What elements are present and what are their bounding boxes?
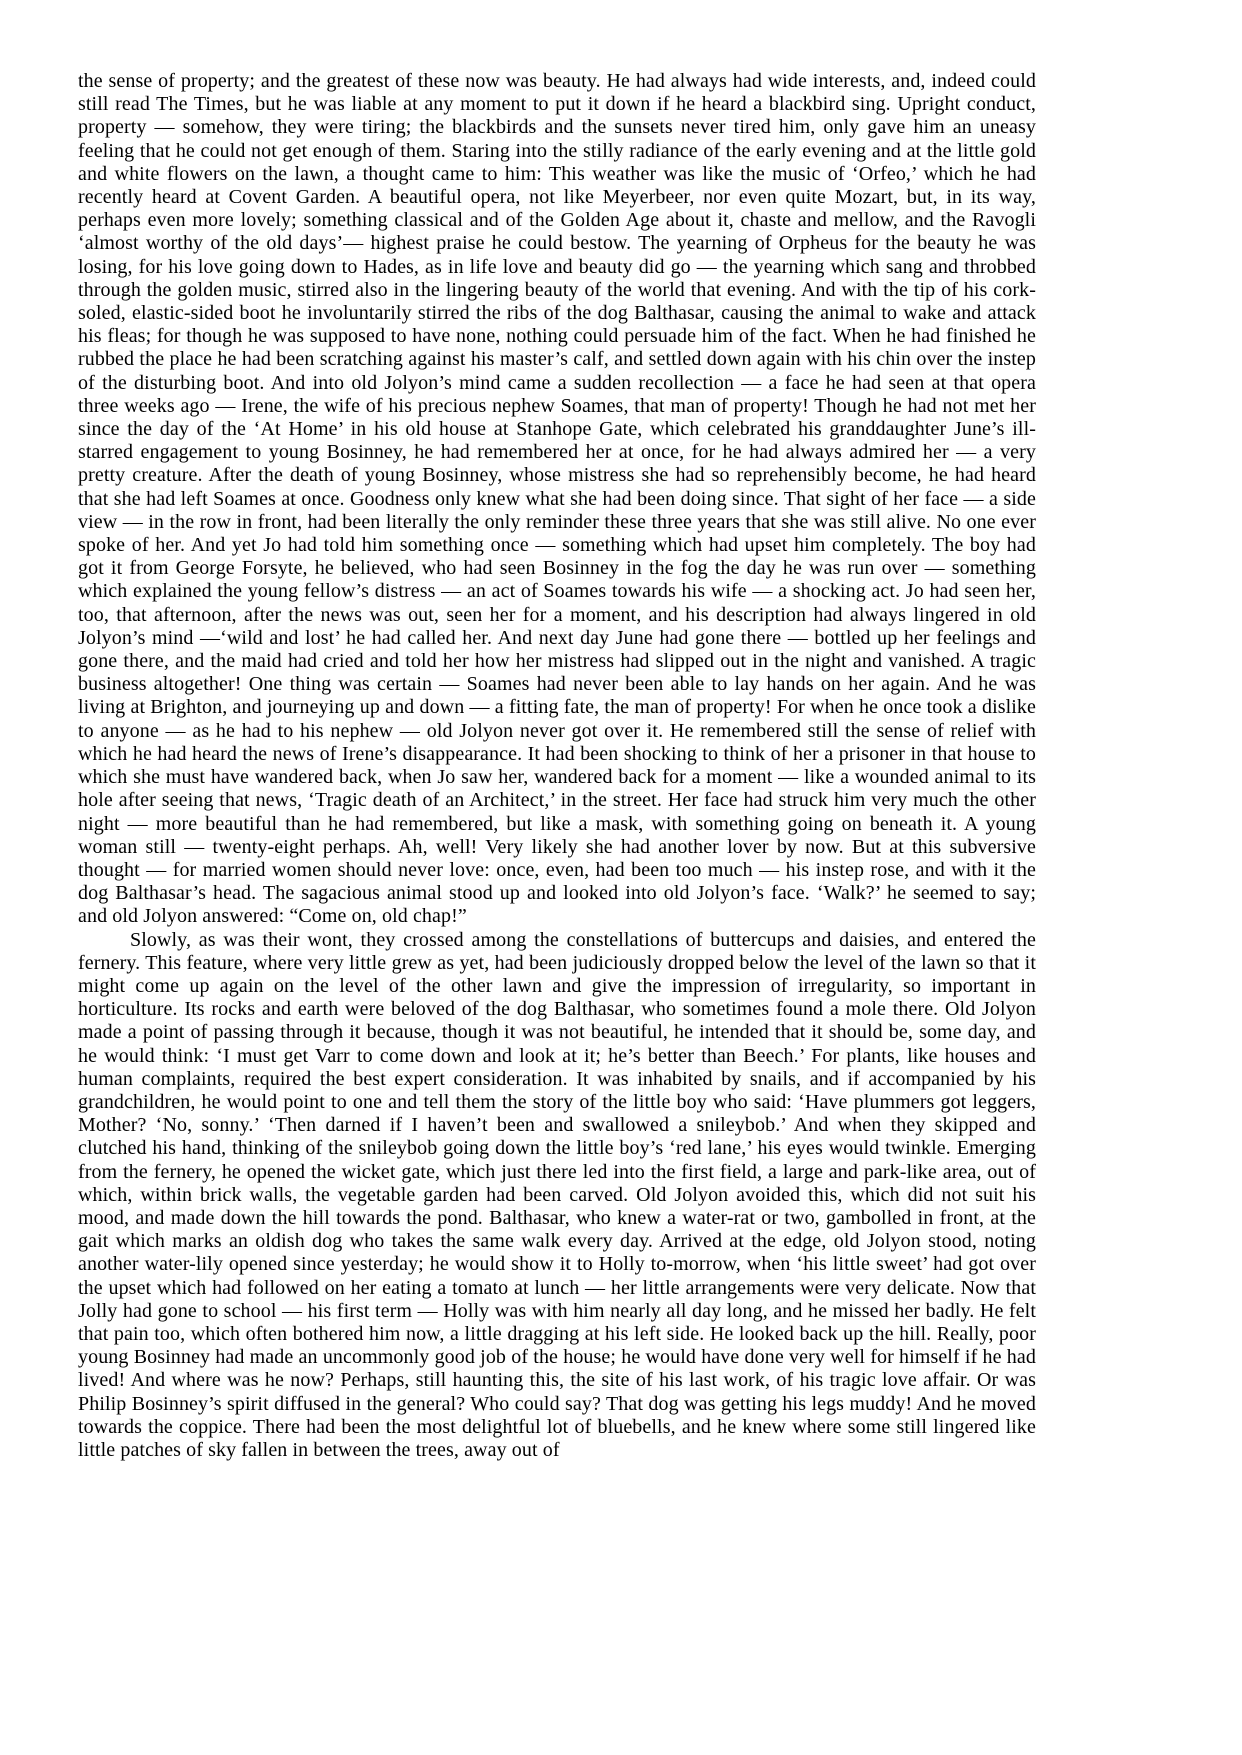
text-page-body	[78, 70, 1036, 1462]
paragraph-1: the sense of property; and the greatest of these now was beauty. He had always had wide interests, and, indeed could still read The Times, but he was liable at any moment to put it down if he heard a blackbird sing. Upright conduct, property — somehow, they were tiring; the blackbirds and the sunsets never tired him, only gave him an uneasy feeling that he could not get enough of them. Staring into the stilly radiance of the early evening and at the little gold and white flowers on the lawn, a thought came to him: This weather was like the music of ‘Orfeo,’ which he had recently heard at Covent Garden. A beautiful opera, not like Meyerbeer, nor even quite Mozart, but, in its way, perhaps even more lovely; something classical and of the Golden Age about it, chaste and mellow, and the Ravogli ‘almost worthy of the old days’— highest praise he could bestow. The yearning of Orpheus for the beauty he was losing, for his love going down to Hades, as in life love and beauty did go — the yearning which sang and throbbed through the golden music, stirred also in the lingering beauty of the world that evening. And with the tip of his cork-soled, elastic-sided boot he involuntarily stirred the ribs of the dog Balthasar, causing the animal to wake and attack his fleas; for though he was supposed to have none, nothing could persuade him of the fact. When he had finished he rubbed the place he had been scratching against his master’s calf, and settled down again with his chin over the instep of the disturbing boot. And into old Jolyon’s mind came a sudden recollection — a face he had seen at that opera three weeks ago — Irene, the wife of his precious nephew Soames, that man of property! Though he had not met her since the day of the ‘At Home’ in his old house at Stanhope Gate, which celebrated his granddaughter June’s ill-starred engagement to young Bosinney, he had remembered her at once, for he had always admired her — a very pretty creature. After the death of young Bosinney, whose mistress she had so reprehensibly become, he had heard that she had left Soames at once. Goodness only knew what she had been doing since. That sight of her face — a side view — in the row in front, had been literally the only reminder these three years that she was still alive. No one ever spoke of her. And yet Jo had told him something once — something which had upset him completely. The boy had got it from George Forsyte, he believed, who had seen Bosinney in the fog the day he was run over — something which explained the young fellow’s distress — an act of Soames towards his wife — a shocking act. Jo had seen her, too, that afternoon, after the news was out, seen her for a moment, and his description had always lingered in old Jolyon’s mind —‘wild and lost’ he had called her. And next day June had gone there — bottled up her feelings and gone there, and the maid had cried and told her how her mistress had slipped out in the night and vanished. A tragic business altogether! One thing was certain — Soames had never been able to lay hands on her again. And he was living at Brighton, and journeying up and down — a fitting fate, the man of property! For when he once took a dislike to anyone — as he had to his nephew — old Jolyon never got over it. He remembered still the sense of relief with which he had heard the news of Irene’s disappearance. It had been shocking to think of her a prisoner in that house to which she must have wandered back, when Jo saw her, wandered back for a moment — like a wounded animal to its hole after seeing that news, ‘Tragic death of an Architect,’ in the street. Her face had struck him very much the other night — more beautiful than he had remembered, but like a mask, with something going on beneath it. A young woman still — twenty-eight perhaps. Ah, well! Very likely she had another lover by now. But at this subversive thought — for married women should never love: once, even, had been too much — his instep rose, and with it the dog Balthasar’s head. The sagacious animal stood up and looked into old Jolyon’s face. ‘Walk?’ he seemed to say; and old Jolyon answered: “Come on, old chap!”	[78, 70, 1036, 928]
paragraph-2: Slowly, as was their wont, they crossed among the constellations of buttercups and daisies, and entered the fernery. This feature, where very little grew as yet, had been judiciously dropped below the level of the lawn so that it might come up again on the level of the other lawn and give the impression of irregularity, so important in horticulture. Its rocks and earth were beloved of the dog Balthasar, who sometimes found a mole there. Old Jolyon made a point of passing through it because, though it was not beautiful, he intended that it should be, some day, and he would think: ‘I must get Varr to come down and look at it; he’s better than Beech.’ For plants, like houses and human complaints, required the best expert consideration. It was inhabited by snails, and if accompanied by his grandchildren, he would point to one and tell them the story of the little boy who said: ‘Have plummers got leggers, Mother? ‘No, sonny.’ ‘Then darned if I haven’t been and swallowed a snileybob.’ And when they skipped and clutched his hand, thinking of the snileybob going down the little boy’s ‘red lane,’ his eyes would twinkle. Emerging from the fernery, he opened the wicket gate, which just there led into the first field, a large and park-like area, out of which, within brick walls, the vegetable garden had been carved. Old Jolyon avoided this, which did not suit his mood, and made down the hill towards the pond. Balthasar, who knew a water-rat or two, gambolled in front, at the gait which marks an oldish dog who takes the same walk every day. Arrived at the edge, old Jolyon stood, noting another water-lily opened since yesterday; he would show it to Holly to-morrow, when ‘his little sweet’ had got over the upset which had followed on her eating a tomato at lunch — her little arrangements were very delicate. Now that Jolly had gone to school — his first term — Holly was with him nearly all day long, and he missed her badly. He felt that pain too, which often bothered him now, a little dragging at his left side. He looked back up the hill. Really, poor young Bosinney had made an uncommonly good job of the house; he would have done very well for himself if he had lived! And where was he now? Perhaps, still haunting this, the site of his last work, of his tragic love affair. Or was Philip Bosinney’s spirit diffused in the general? Who could say? That dog was getting his legs muddy! And he moved towards the coppice. There had been the most delightful lot of bluebells, and he knew where some still lingered like little patches of sky fallen in between the trees, away out of	[78, 928, 1036, 1461]
